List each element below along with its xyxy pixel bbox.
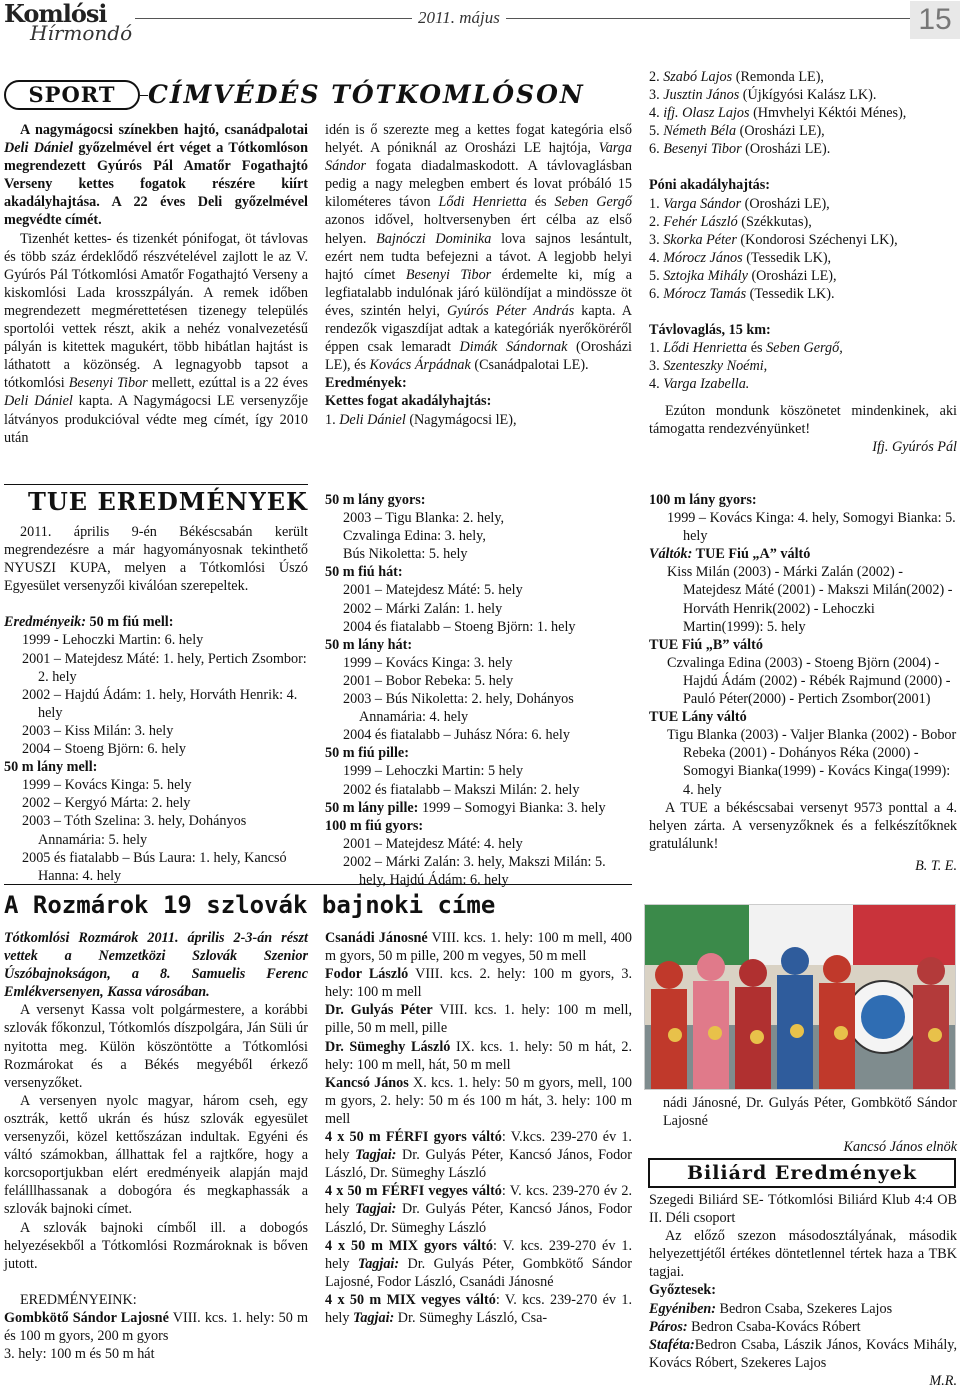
result-line: Tigu Blanka (2003) - Valjer Blanka (2002) - Bobor Rebeka (2001) - Dohányos Réka (2000) - Somogyi Bianka(1999) - Kovács Kinga(1999): 4. hely [667,727,957,798]
rozmarok-results-col3: nádi Jánosné, Dr. Gulyás Péter, Gombkötő Sándor Lajosné [663,1095,957,1130]
text-run: Gyúrós Péter András [446,302,575,319]
result-line: 1999 – Kovács Kinga: 5. hely [22,777,192,794]
tue-top-rule [4,484,308,485]
text-run: TUE Lány váltó [649,709,747,726]
text-run: Mórocz János [663,249,743,266]
result-line: 2001 – Bobor Rebeka: 5. hely [343,672,514,689]
text-run: 5. [649,123,664,140]
text-run: és [747,340,767,357]
rozmarok-results-col2 [325,929,632,1327]
team-photo-illustration [645,905,956,1090]
text-run: 50 m lány gyors: [325,492,426,508]
text-run: : V. kcs. 239-270 év 1. hely [325,1291,632,1326]
list-line [649,104,957,122]
text-run: Kovács Árpádnak [369,357,471,374]
text-run: 6. [649,286,664,303]
rozmarok-top-rule [4,884,632,885]
biliard-winners-heading: Győztesek: [649,1282,716,1299]
list-line [649,339,957,357]
list-line [325,965,632,1001]
result-line: Czvalinga Edina (2003) - Stoeng Björn (2004) - Hajdú Ádám (2002) - Rébék Rajmund (2000) - Pauló Péter(2000) - Pertich Zsombor(2001) [667,654,951,708]
result-line: 2002 – Hajdú Ádám: 1. hely, Horváth Henrik: 4. hely [22,686,298,721]
text-run: Varga Sándor [325,140,632,175]
text-run: Tagjai: [355,1201,397,1218]
result-line: 2003 – Bús Nikoletta: 2. hely, Dohányos Annamária: 4. hely [343,691,574,726]
result-line: 2003 – Kiss Milán: 3. hely [22,722,174,739]
team-photo [644,904,956,1090]
list-line [649,375,957,393]
text-run: Gombkötő Sándor Lajosné [4,1309,169,1326]
list-line [325,1182,632,1236]
text-run: TUE Fiú „A” váltó [692,546,811,563]
text-run: kapta. A rendezők vigaszdíjat adtak a kategóriák nyerőköréről éppen csak lemaradt [325,302,633,356]
list-line [649,213,957,231]
text-run: 4. [649,249,664,266]
text-run: 50 m fiú pille: [325,745,409,762]
text-run: : V. kcs. 239-270 év 2. hely [325,1183,632,1218]
text-run: 50 m fiú hát: [325,564,403,581]
result-line: 2004 – Stoeng Björn: 6. hely [22,741,186,758]
tue-column-2 [325,491,632,889]
text-run: (Székkutas), [737,213,812,230]
text-run: (Tessedik LK). [746,286,835,303]
rozmarok-title: A Rozmárok 19 szlovák bajnoki címe [4,891,496,919]
text-run: 4. [649,376,664,393]
kettes-result-1 [325,411,632,429]
tue-signature: B. T. E. [915,857,957,874]
list-line [649,68,957,86]
sport-signature: Ifj. Gyúrós Pál [872,438,957,455]
rozmarok-results-col1 [4,1309,308,1363]
issue-date: 2011. május [412,8,506,28]
logo-title: Komlósi [4,0,107,28]
text-run: ifj. Olasz Lajos [663,105,750,122]
text-run: 4 x 50 m FÉRFI gyors váltó [325,1129,502,1146]
text-run: Tagjai: [352,1309,395,1326]
text-run: 50 m lány pille: [325,799,419,816]
text-run: 50 m fiú mell: [85,614,174,631]
text-run: fogata diadalmaskodott. A távlovaglásban pedig a nagy melegben embert és lovat próbáló 15 kilométeres távon [325,158,632,211]
text-run: Skorka Péter [663,231,737,248]
text-run: kapta. A Nagymágocsi LE versenyzője látványos produkcióval védte meg címét, így 2010 után [4,393,308,446]
text-run: 3. [649,87,664,104]
text-run: Fehér László [663,213,738,230]
biliard-title: Biliárd Eredmények [648,1158,956,1188]
text-run: Egyéniben: [649,1300,716,1317]
text-run: Varga Izabella. [663,376,750,393]
rozmarok-results-heading: EREDMÉNYEINK: [20,1291,137,1308]
text-run: Seben Gergő, [766,340,843,357]
biliard-signature: M.R. [929,1372,957,1389]
text-run: TUE Fiú „B” váltó [649,636,763,653]
text-run: Dr. Sümeghy László [325,1038,451,1055]
text-run: : V.kcs. 239-270 év 1. hely [325,1129,632,1164]
tue-title: TUE EREDMÉNYEK [28,487,308,516]
text-run: Csanádi Jánosné [325,930,428,946]
result-line: 1999 – Kovács Kinga: 3. hely [343,654,513,671]
text-run: (Csanádpalotai LE). [470,357,589,374]
list-line [649,357,957,375]
text-run: Dr. Gulyás Péter, Kancsó János, Fodor László, Dr. Sümeghy László [325,1201,632,1236]
result-line: 2004 és fiatalabb – Stoeng Björn: 1. hely [343,618,576,635]
text-run: : V. kcs. 239-270 év 1. hely [325,1237,632,1272]
results-heading: Eredmények: [325,375,407,392]
rozmarok-para-1: A versenyt Kassa volt polgármestere, a korábbi szlovák főkonzul, Tótkomlós díszpolgára, Ján Süli úr nyitotta meg. Külön köszöntötte a Tótkomlósi Rozmárokat és a Békés megyéből érkező versenyzőket. [4,1002,308,1091]
text-run: (Újkígyósi Kalász LK). [739,87,877,104]
list-line [649,285,957,303]
result-line: 1999 – Kovács Kinga: 4. hely, Somogyi Bianka: 5. hely [667,510,956,545]
result-line: 2002 és fiatalabb – Makszi Milán: 2. hely [343,781,580,798]
text-run: X. kcs. 1. hely: 50 m gyors, mell, 100 m gyors, 2. hely: 50 m és 100 m hát, 3. hely: 100 m mell [325,1074,633,1127]
sport-body-paragraph-2 [325,121,632,374]
tue-results-col1 [4,613,308,884]
result-line: 2003 – Tóth Szelina: 3. hely, Dohányos Annamária: 5. hely [22,813,247,848]
text-run: 1. [649,195,664,212]
list-line [325,929,632,965]
text-run: 50 m lány hát: [325,636,413,653]
rozmarok-column-2 [325,929,632,1327]
text-run: lova sajnos lesántult, ezért nem tudta befejezni a távot. A legjobb helyi hajtó címet [325,230,633,283]
text-run: (Hmvhelyi Kéktói Ménes), [749,105,907,122]
text-run: (Orosházi LE), és [325,339,632,374]
kettes-results-list [649,68,957,158]
text-run: azonos idővel, holtversenyben ért célba az első helyen. [325,212,632,247]
text-run: Besenyi Tibor [68,375,148,392]
text-run: Szabó Lajos [663,69,733,85]
rozmarok-signature: Kancsó János elnök [843,1139,957,1156]
text-run: VIII. kcs. 1. hely: 100 m mell, 400 m gyors, 50 m pille, 200 m vegyes, 50 m mell [325,930,633,965]
result-heading [649,545,957,563]
tav-heading: Távlovaglás, 15 km: [649,322,771,339]
text-run: (Kondorosi Széchenyi LK), [736,231,898,248]
text-run: Deli Dániel [339,411,406,428]
text-run: (Orosházi LE), [747,267,837,284]
text-run: 4 x 50 m FÉRFI vegyes váltó [325,1183,502,1200]
text-run: Németh Béla [663,123,737,140]
text-run: 4 x 50 m MIX vegyes váltó [325,1291,496,1308]
text-run: (Orosházi LE), [736,123,825,140]
result-line: 2001 – Matejdesz Máté: 5. hely [343,582,523,599]
tue-closing: A TUE a békéscsabai versenyt 9573 ponttal a 4. helyen zárta. A versenyzőknek és a felkészítőknek gratulálunk! [649,799,957,852]
sport-lead-paragraph [4,121,308,230]
poni-heading: Póni akadályhajtás: [649,177,771,194]
logo-subtitle: Hírmondó [30,21,133,45]
tue-column-1 [4,523,308,885]
list-line [649,140,957,158]
result-line: 2002 – Márki Zalán: 3. hely, Makszi Milán: 5. hely, Hajdú Ádám: 6. hely [343,853,606,888]
text-run: (Orosházi LE). [741,141,831,158]
result-heading [649,491,957,509]
text-run: 3. hely: 100 m és 50 m hát [4,1346,155,1363]
result-line: 2003 – Tigu Blanka: 2. hely, [343,510,505,527]
header-rule [135,18,915,19]
tav-results-list [649,339,957,393]
result-heading [4,613,308,631]
text-run: 4. [649,105,664,122]
rozmarok-column-1 [4,929,308,1363]
list-line [325,1001,632,1037]
text-run: Deli Dániel [4,393,73,410]
text-run: Szenteszky Noémi, [663,358,768,375]
text-run: Dr. Sümeghy László, Csa- [394,1309,548,1326]
text-run: Tizenhét kettes- és tizenkét pónifogat, öt távlovas és több száz érdeklődő részvételével zajlott le az V. Gyúrós Pál Tótkomlósi Amatőr Fogathajtó Verseny a kiskomlósi Lada krosszpályán. A remek időben megrendezett megmérettetésen tizenegy település sportolói vettek részt, akik a nehéz vonalvezetésű pályán is kitettek magukért, több hibátlan hajtást is láthatott a közönség. A legnagyobb tapsot a tótkomlósi [4,230,308,392]
list-line [649,195,957,213]
text-run: Dr. Gulyás Péter [325,1002,433,1019]
text-run: Deli Dániel [4,140,74,157]
text-run: Bedron Csaba, Szekeres Lajos [716,1300,893,1317]
result-line: 2004 és fiatalabb – Juhász Nóra: 6. hely [343,727,570,744]
list-line [649,231,957,249]
result-line: 2002 – Márki Zalán: 1. hely [343,600,503,617]
text-run: 2. [649,213,664,230]
text-run: 1. [325,411,340,428]
result-heading [325,817,632,835]
list-line [325,1128,632,1182]
text-run: mellett, ezúttal is a 22 éves [147,375,308,392]
text-run: Eredményeik: [4,614,86,631]
list-line [649,86,957,104]
result-line: 1999 - Lehoczki Martin: 6. hely [22,632,204,649]
sport-column-3 [649,68,957,456]
tue-results-col3 [649,491,957,799]
result-inline: 1999 – Somogyi Bianka: 3. hely [418,799,606,816]
text-run: 1. [649,340,664,357]
list-line [649,1318,957,1336]
text-run: 100 m fiú gyors: [325,817,424,834]
result-line: Czvalinga Edina: 3. hely, [343,528,486,545]
text-run: Jusztin János [663,87,740,104]
list-line [4,1309,308,1345]
text-run: 50 m lány mell: [4,759,98,776]
biliard-intro: Szegedi Biliárd SE- Tótkomlósi Biliárd Klub 4:4 OB II. Déli csoport [649,1192,957,1227]
list-line [649,122,957,140]
text-run: Besenyi Tibor [663,141,742,158]
sport-column-2 [325,121,632,429]
text-run: Kancsó János [325,1074,409,1091]
text-run: (Orosházi LE), [741,195,830,212]
text-run: 2. [649,69,664,85]
result-heading [325,744,632,762]
text-run: érdemelte ki, míg a legfiatalabb indulónak járó különdíjat a mindössze öt éves, szintén helyi, [325,266,632,319]
sport-article-title: CÍMVÉDÉS TÓTKOMLÓSON [148,80,585,109]
text-run: 5. [649,267,664,284]
biliard-winners-list [649,1300,957,1372]
sport-column-1 [4,121,308,447]
result-line: Kiss Milán (2003) - Márki Zalán (2002) - Matejdesz Máté (2001) - Makszi Milán(2002) - Horváth Henrik(2002) - Lehoczki Martin(1999): 5. hely [667,564,953,635]
text-run: idén is ő szerezte meg a kettes fogat kategória első helyét. A póniknál az Orosházi LE hajtója, [325,122,632,157]
text-run: Lődi Henrietta [438,194,527,211]
result-line: Bús Nikoletta: 5. hely [343,546,468,563]
text-run: és [526,194,555,211]
text-run: VIII. kcs. 2. hely: 100 m gyors, 3. hely: 100 m mell [325,966,632,1001]
result-heading [325,799,632,817]
list-line [325,1074,632,1128]
result-heading [4,758,308,776]
result-line: 2001 – Matejdesz Máté: 4. hely [343,835,523,852]
text-run: Bedron Csaba, Lászik János, Kovács Mihály, Kovács Róbert, Szekeres Lajos [649,1336,957,1371]
rozmarok-para-2: A versenyen nyolc magyar, három cseh, egy osztrák, kettő ukrán és húsz szlovák egyesület versenyzői, közel kettőszázan indultak. Egyéni és váltó számokban, állhattak fel a rajtkőre, hogy a korcsoportjukban elért eredményeik alapján majd felálllhassanak a dobogóra és megkaphassák a szlovák bajnoki címet. [4,1092,308,1218]
text-run: Dr. Gulyás Péter, Kancsó János, Fodor László, Dr. Sümeghy László [325,1147,632,1182]
tue-results-col2 [325,491,632,889]
text-run: győzelmével ért véget a Tótkomlóson megrendezett Gyúrós Pál Amatőr Fogathajtó Verseny kettes fogatok részére kiírt akadályhajtása. A 22 éves Deli győzelmével megvédte címét. [4,140,308,229]
poni-results-list [649,195,957,304]
list-line [649,267,957,285]
text-run: IX. kcs. 1. hely: 50 m hát, 2. hely: 100 m mell, hát, 50 m mell [325,1038,632,1073]
result-heading [325,636,632,654]
text-run: 3. [649,231,664,248]
text-run: 6. [649,141,664,158]
masthead-logo [0,0,132,46]
text-run: Staféta: [649,1336,695,1353]
text-run: A nagymágocsi színekben hajtó, csanádpalotai [20,122,308,138]
rozmarok-para-3: A szlovák bajnoki címből ill. a dobogós helyezésekből a Tótkomlósi Rozmároknak is bőven jutott. [4,1219,308,1272]
text-run: Bedron Csaba-Kovács Róbert [687,1318,861,1335]
kettes-heading: Kettes fogat akadályhajtás: [325,393,492,410]
page-number: 15 [910,1,960,39]
tue-intro: 2011. április 9-én Békéscsabán került megrendezésre a már hagyományosnak tekinthető NYUSZI KUPA, melyen a Tótkomlósi Úszó Egyesület versenyzői kiválóan szerepeltek. [4,524,308,595]
list-line [649,249,957,267]
text-run: 4 x 50 m MIX gyors váltó [325,1237,493,1254]
list-line [649,1300,957,1318]
result-heading [649,708,957,726]
text-run: Dimák Sándornak [459,339,568,356]
text-run: VIII. kcs. 1. hely: 50 m és 100 m gyors, 200 m gyors [4,1309,309,1344]
tue-column-3 [649,491,957,875]
text-run: 3. [649,358,664,375]
text-run: Fodor László [325,966,409,983]
text-run: Seben Gergő [554,194,632,211]
sport-body-paragraph [4,230,308,447]
text-run: VIII. kcs. 1. hely: 100 m mell, pille, 50 m mell, pille [325,1002,632,1037]
text-run: Váltók: [649,546,693,563]
list-line [325,1237,632,1291]
result-heading [649,636,957,654]
rozmarok-lead: Tótkomlósi Rozmárok 2011. április 2-3-án részt vettek a Nemzetközi Szlovák Szenior Úszóbajnokságon, a 8. Samuelis Ferenc Emlékversenyen, Kassa városában. [4,930,308,1001]
text-run: Lődi Henrietta [663,340,748,357]
biliard-para: Az előző szezon másodosztályának, második helyezettjétől értékes döntetlennel tértek haza a TBK tagjai. [649,1228,957,1281]
text-run: (Remonda LE), [732,69,824,85]
result-line: 2001 – Matejdesz Máté: 1. hely, Pertich Zsombor: 2. hely [22,650,307,685]
list-line [649,1336,957,1372]
text-run: Bajnóczi Dominika [376,230,492,247]
result-line: 2005 és fiatalabb – Bús Laura: 1. hely, Kancsó Hanna: 4. hely [22,849,287,884]
text-run: Tagjai: [357,1255,400,1272]
text-run: Dr. Gulyás Péter, Gombkötő Sándor Lajosné, Fodor László, Csanádi Jánosné [325,1255,632,1290]
biliard-column [649,1191,957,1390]
thanks-text: Ezúton mondunk köszönetet mindenkinek, aki támogatta rendezvényünket! [649,402,957,437]
text-run: Varga Sándor [663,195,742,212]
text-run: (Tessedik LK), [742,249,832,266]
list-line [325,1291,632,1327]
text-run: Tagjai: [355,1147,397,1164]
text-run: Mórocz Tamás [663,286,747,303]
list-line [325,1038,632,1074]
text-run: 100 m lány gyors: [649,492,757,508]
result-line: 2002 – Kergyó Márta: 2. hely [22,795,191,812]
list-line [4,1345,308,1363]
text-run: (Nagymágocsi lE), [405,411,517,428]
result-heading [325,491,632,509]
text-run: Páros: [649,1318,688,1335]
result-heading [325,563,632,581]
text-run: Sztojka Mihály [663,267,748,284]
text-run: Besenyi Tibor [405,266,492,283]
result-line: 1999 – Lehoczki Martin: 5 hely [343,763,524,780]
rozmarok-column-3 [649,1094,957,1156]
sport-header-rule [140,95,148,96]
sport-section-label: SPORT [4,80,140,110]
